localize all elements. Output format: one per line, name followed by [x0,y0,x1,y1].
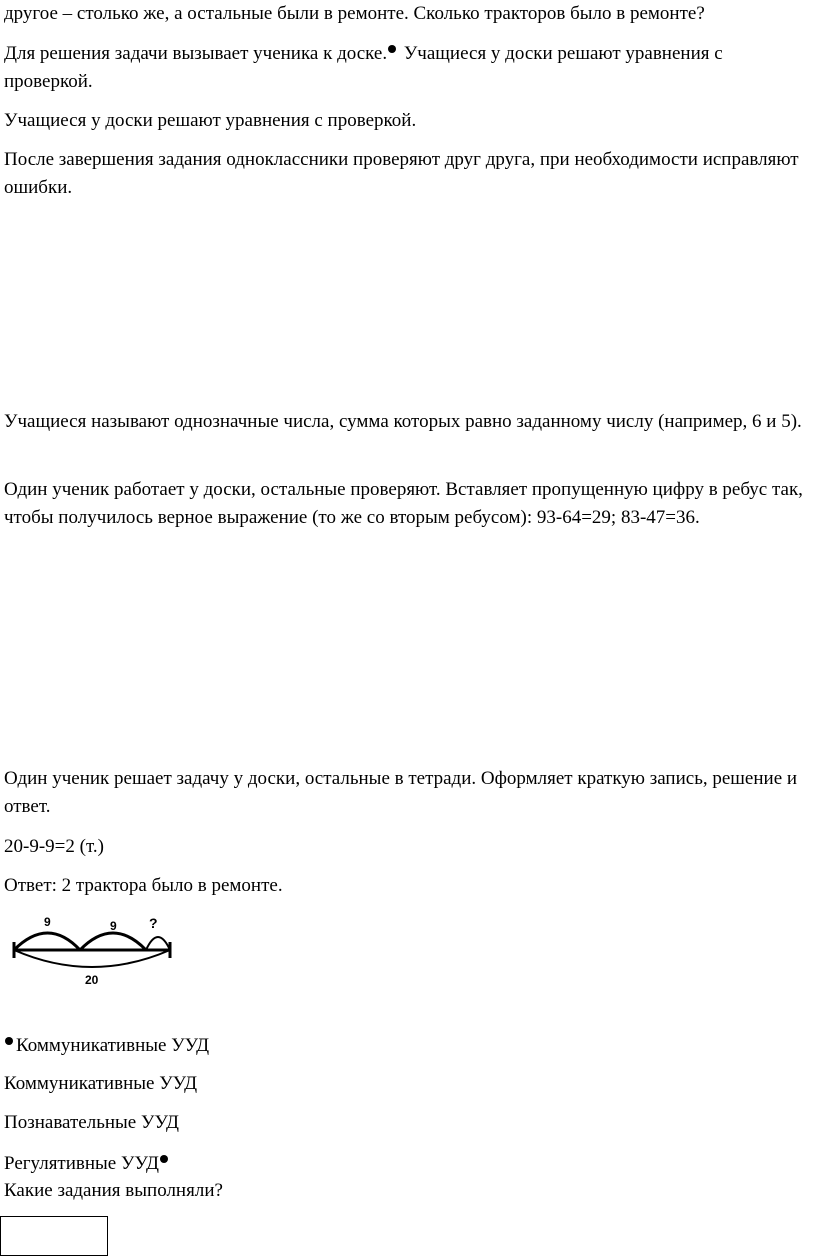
bullet-icon [388,45,396,53]
arc-total [14,950,170,967]
label-b: 9 [110,919,117,933]
label-a: 9 [44,915,51,929]
text-paragraph [4,40,804,96]
text-paragraph: 20-9-9=2 (т.) [4,836,104,857]
text-paragraph: другое – столько же, а остальные были в ремонте. Сколько тракторов было в ремонте? [4,3,705,24]
text-paragraph [4,1032,804,1060]
text-paragraph [4,1150,804,1178]
uud-label: Регулятивные УУД [4,1153,159,1174]
text-paragraph: Один ученик решает задачу у доски, остальные в тетради. Оформляет краткую запись, решение и ответ. [4,768,798,817]
text-paragraph: Ответ: 2 трактора было в ремонте. [4,875,283,896]
text-paragraph: Один ученик работает у доски, остальные проверяют. Вставляет пропущенную цифру в ребус так, чтобы получилось верное выражение (то же со вторым ребусом): 93-64=29; 83-47=36. [4,479,803,528]
bullet-icon [160,1155,168,1163]
arc-c [146,937,170,950]
uud-label: Коммуникативные УУД [4,1073,198,1094]
arc-a [14,933,80,950]
label-c: ? [149,915,158,931]
bullet-icon [5,1037,13,1045]
text-fragment: Для решения задачи вызывает ученика к доске. [4,43,388,64]
empty-box [0,1216,108,1256]
text-paragraph: Учащиеся называют однозначные числа, сумма которых равно заданному числу (например, 6 и 5). [4,411,802,432]
text-paragraph: После завершения задания одноклассники проверяют друг друга, при необходимости исправляют ошибки. [4,149,799,198]
arc-b [80,933,146,950]
label-total: 20 [85,973,99,987]
uud-label: Коммуникативные УУД [16,1035,210,1056]
text-paragraph: Учащиеся у доски решают уравнения с проверкой. [4,110,417,131]
uud-label: Познавательные УУД [4,1112,179,1133]
text-fragment: Учащиеся у доски решают уравнения с проверкой. [4,43,723,92]
text-paragraph: Какие задания выполняли? [4,1180,223,1201]
segment-diagram [8,912,178,992]
